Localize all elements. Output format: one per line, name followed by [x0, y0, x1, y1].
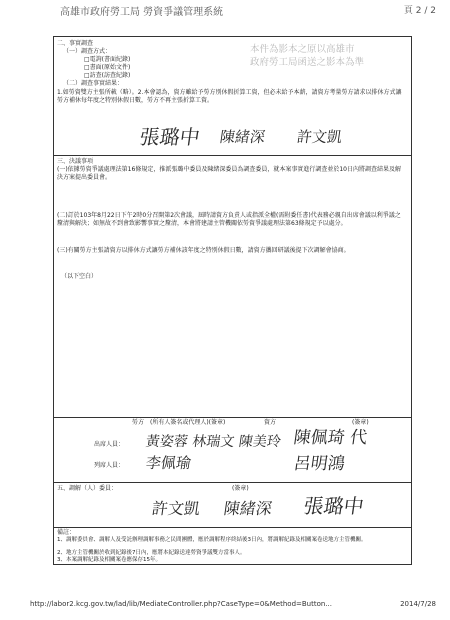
certified-copy-stamp: [250, 43, 364, 69]
resolution-item: (三)有關勞方主張請資方以排休方式讓勞方補休該年度之特別休假日數，請資方攜回研議後提下次調解會協商。: [57, 247, 350, 254]
attendees-section: [54, 417, 411, 483]
method-label: （一）調查方式：: [63, 48, 112, 55]
section-heading: 二、事實調查: [57, 40, 94, 47]
resolution-item: (二)訂於103年8月22日下午2時0分召開第2次會議，屆時請資方負責人或指派全權(需附委任書)代表務必親自出席會議以利爭議之釐清與解決；如無故不到會致影響事實之釐清，本會將建請主管機關依勞資爭議處理法第63條規定予以處分。: [57, 212, 401, 227]
attendees-label: 出席人員：: [94, 441, 125, 448]
stamp-line: 政府勞工局函送之影本為準: [250, 57, 365, 68]
mediator-signature: 許文凱: [150, 499, 202, 518]
mediators-label: 五、調解（人）委員：: [57, 485, 118, 492]
mediators-sign-note: (簽章): [232, 485, 249, 492]
method-option-phone: □電詢(書面紀錄): [84, 56, 131, 63]
document-title: 高雄市政府勞工局 勞資爭議管理系統: [60, 7, 224, 18]
mediation-record-form: [53, 36, 412, 565]
notes-section: [54, 527, 411, 564]
page-url: http://labor2.kcg.gov.tw/lad/lib/MediateController.php?CaseType=0&Method=Button...: [30, 600, 332, 608]
labor-sign-note: (所有人簽名或代理人)(簽章): [150, 419, 226, 426]
fact-investigation-section: [54, 37, 411, 156]
section-heading: 三、決議事項: [57, 158, 94, 165]
notes-heading: 備註：: [57, 529, 76, 536]
note-item: 1、調解委員會、調解人及受託辦理調解事務之民間團體，應於調解程序終結後3日內，將調解紀錄及相關案卷送地方主管機關。: [57, 537, 367, 543]
employer-sign-note: (簽章): [352, 419, 369, 426]
mediator-signature: 張璐中: [302, 494, 366, 518]
result-text: 1.如勞資雙方主張所載（略）。2.本會認為，資方雖給予勞方別休假折算工資，但必未給予本薪，請資方考量勞方請求以排休方式讓勞方補休每年度之特別休假日數，勞方不再主張折算工資。: [57, 89, 402, 104]
investigator-signature: 張璐中: [138, 125, 202, 149]
blank-below-note: （以下空白）: [61, 273, 98, 280]
investigator-signature: 許文凱: [295, 128, 344, 146]
employer-observer-signature: 呂明鴻: [292, 454, 347, 474]
employer-label: 資方: [264, 419, 277, 426]
result-label: （二）調查事實結果：: [63, 80, 124, 87]
labor-observer-signature: 李佩瑜: [144, 454, 193, 472]
investigator-signature: 陳緒深: [218, 128, 267, 146]
resolution-item: (一)依據勞資爭議處理法第16條規定，推派張璐中委員及陳緒深委員為調查委員，就本案事實進行調查並於10日內將調查結果及解決方案提出委員會。: [57, 166, 401, 181]
resolutions-section: [54, 155, 411, 418]
note-item: 2、地方主管機關於收到紀錄後7日內，應將本紀錄送達勞資爭議雙方當事人。: [57, 550, 246, 556]
print-date: 2014/7/28: [400, 600, 436, 608]
employer-attendee-signature: 陳佩琦 代: [292, 428, 369, 448]
mediators-section: [54, 482, 411, 528]
page-number: 頁 2 / 2: [403, 6, 436, 16]
labor-label: 勞方: [132, 419, 145, 426]
labor-attendee-signature: 黃姿蓉 林瑞文 陳美玲: [144, 434, 282, 450]
method-option-visit: □訪查(訪查紀錄): [84, 72, 131, 79]
note-item: 3、本案調解紀錄及相關案卷應保存15年。: [57, 556, 161, 563]
mediator-signature: 陳緒深: [222, 499, 274, 518]
observers-label: 列席人員：: [94, 462, 125, 469]
method-option-document: □書面(原始文件): [84, 64, 131, 71]
stamp-line: 本件為影本之原以高雄市: [250, 44, 355, 55]
